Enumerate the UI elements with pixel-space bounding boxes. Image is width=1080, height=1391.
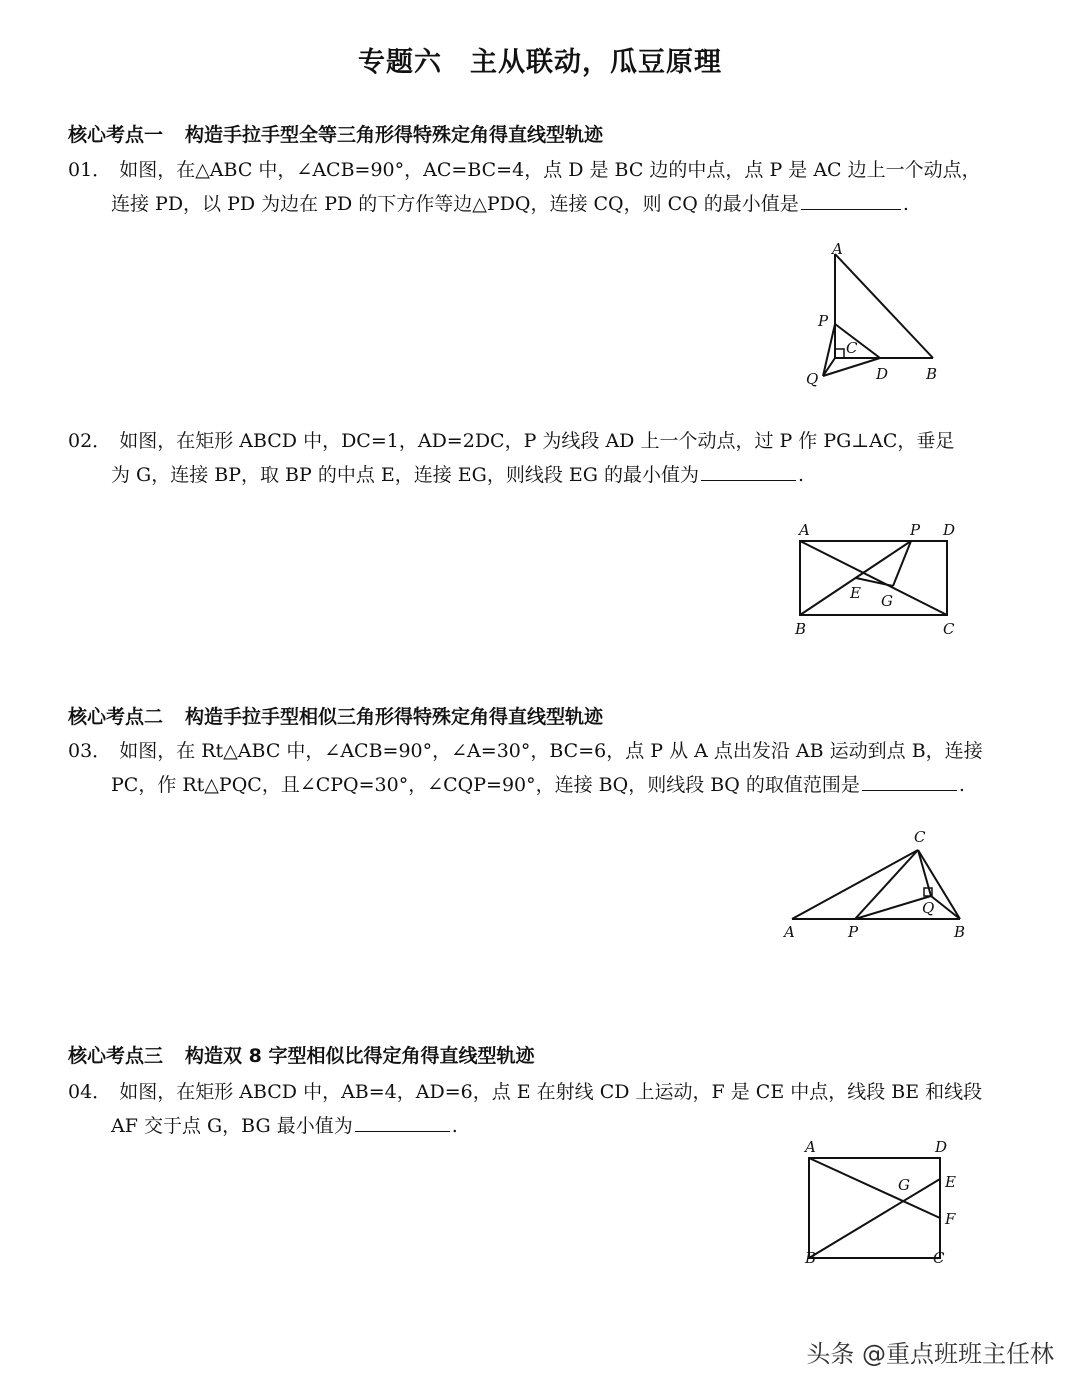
figure-02 (785, 520, 975, 645)
figure-04 (795, 1135, 975, 1275)
label-D: D (943, 521, 956, 539)
problem-number: 03． (68, 740, 112, 762)
section-text: 构造手拉手型相似三角形得特殊定角得直线型轨迹 (185, 706, 604, 728)
section-text: 构造手拉手型全等三角形得特殊定角得直线型轨迹 (185, 124, 604, 146)
section-label: 核心考点二 (68, 706, 164, 728)
section-label: 核心考点三 (68, 1045, 164, 1067)
label-A: A (799, 521, 810, 539)
label-A: A (784, 923, 795, 941)
page-title: 专题六 主从联动，瓜豆原理 (358, 47, 722, 78)
problem-number: 01． (68, 159, 112, 181)
label-E: E (850, 584, 861, 602)
problem-text: 如图，在矩形 ABCD 中，DC=1，AD=2DC，P 为线段 AD 上一个动点，过 P 作 PG⊥AC，垂足 (119, 430, 955, 452)
label-C: C (943, 620, 955, 638)
label-C: C (914, 828, 926, 846)
section-text: 构造双 8 字型相似比得定角得直线型轨迹 (185, 1045, 535, 1067)
period: . (902, 193, 909, 215)
label-D: D (935, 1138, 948, 1156)
label-C: C (846, 339, 858, 357)
label-B: B (795, 620, 807, 638)
problem-number: 02． (68, 430, 112, 452)
section-heading-2 (68, 702, 603, 729)
period: . (797, 464, 804, 486)
answer-blank (355, 1109, 450, 1132)
problem-text: 如图，在△ABC 中，∠ACB=90°，AC=BC=4，点 D 是 BC 边的中点，点 P 是 AC 边上一个动点， (119, 159, 981, 181)
period: . (451, 1115, 458, 1137)
label-B: B (954, 923, 966, 941)
section-label: 核心考点一 (68, 124, 164, 146)
label-G: G (898, 1176, 910, 1194)
label-G: G (881, 592, 893, 610)
label-D: D (876, 365, 889, 383)
label-B: B (926, 365, 938, 383)
label-A: A (832, 240, 843, 258)
problem-text: 为 G，连接 BP，取 BP 的中点 E，连接 EG，则线段 EG 的最小值为 (111, 464, 699, 486)
problem-text: 连接 PD，以 PD 为边在 PD 的下方作等边△PDQ，连接 CQ，则 CQ 的最小值是 (111, 193, 799, 215)
period: . (958, 774, 965, 796)
label-Q: Q (806, 370, 819, 388)
problem-01 (68, 153, 1028, 221)
answer-blank (701, 458, 796, 481)
label-P: P (848, 923, 859, 941)
figure-03 (775, 825, 985, 945)
label-A: A (805, 1138, 816, 1156)
problem-text: 如图，在 Rt△ABC 中，∠ACB=90°，∠A=30°，BC=6，点 P 从 A 点出发沿 AB 运动到点 B，连接 (119, 740, 983, 762)
label-P: P (818, 312, 829, 330)
label-P: P (910, 521, 921, 539)
problem-02 (68, 424, 1028, 492)
answer-blank (801, 187, 901, 210)
problem-04 (68, 1075, 1028, 1143)
label-B: B (805, 1249, 817, 1267)
problem-03 (68, 734, 1028, 802)
label-Q: Q (922, 899, 935, 917)
section-heading-3 (68, 1041, 534, 1068)
watermark: 头条 @重点班班主任林 (806, 1340, 1054, 1368)
answer-blank (862, 768, 957, 791)
problem-number: 04． (68, 1081, 112, 1103)
label-E: E (945, 1173, 956, 1191)
figure-01 (790, 236, 960, 396)
section-heading-1 (68, 120, 603, 147)
problem-text: PC，作 Rt△PQC，且∠CPQ=30°，∠CQP=90°，连接 BQ，则线段 BQ 的取值范围是 (111, 774, 860, 796)
problem-text: 如图，在矩形 ABCD 中，AB=4，AD=6，点 E 在射线 CD 上运动，F 是 CE 中点，线段 BE 和线段 (119, 1081, 983, 1103)
label-F: F (945, 1210, 956, 1228)
label-C: C (933, 1249, 945, 1267)
problem-text: AF 交于点 G，BG 最小值为 (111, 1115, 353, 1137)
